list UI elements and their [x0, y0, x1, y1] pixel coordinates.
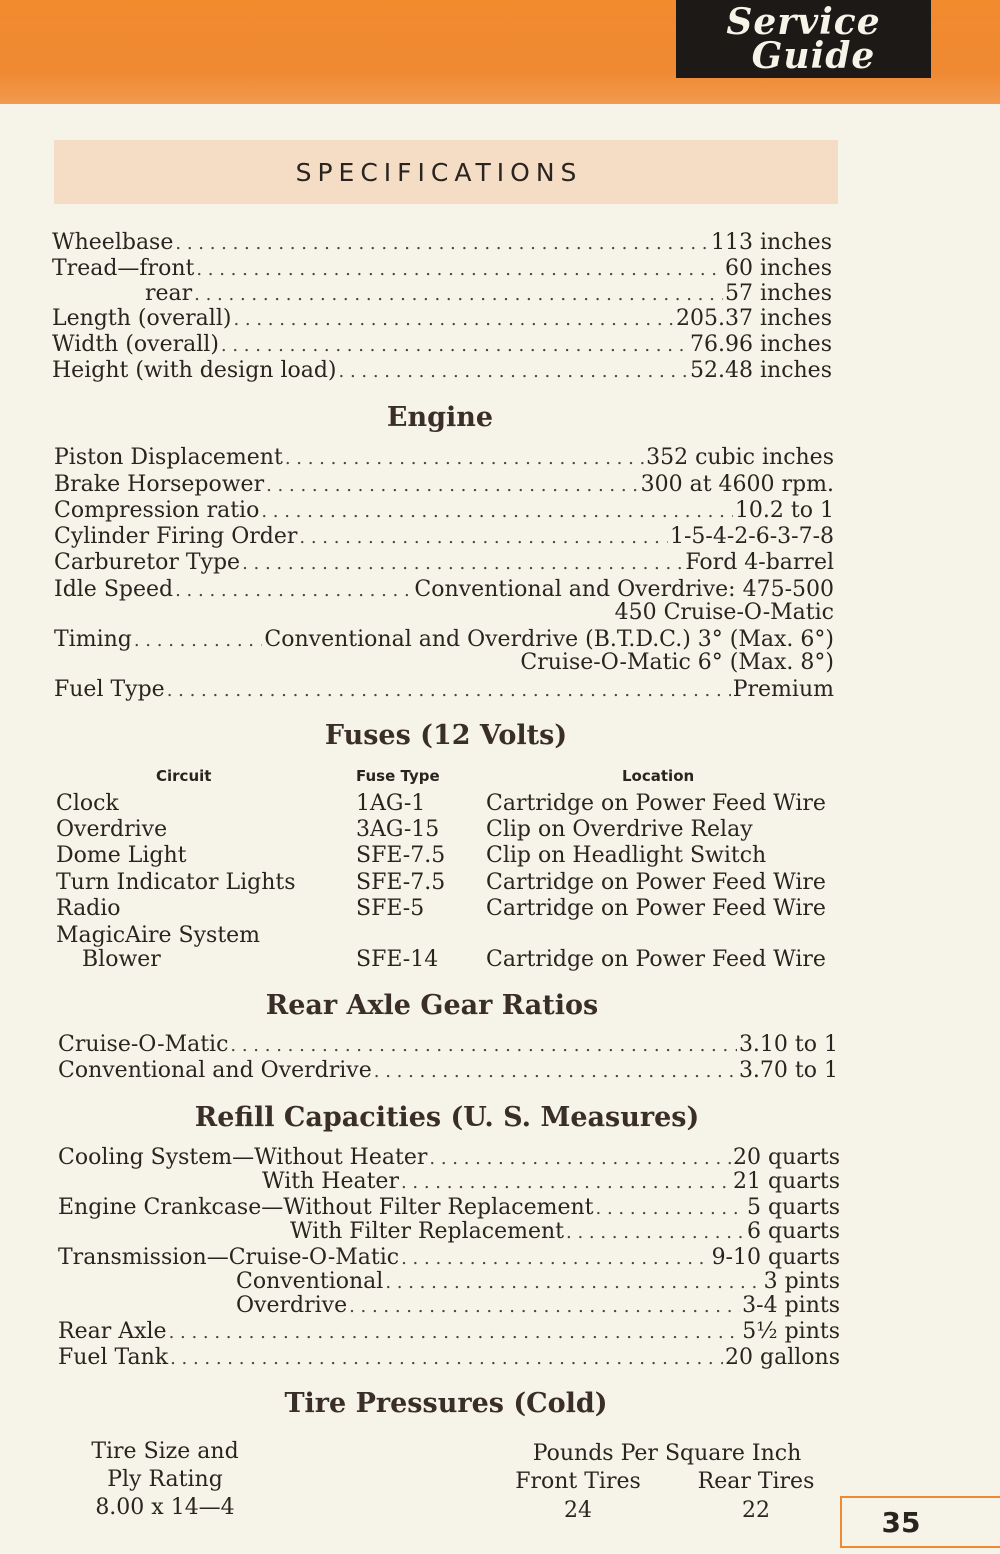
engine-label: Brake Horsepower	[54, 472, 265, 497]
engine-value: 1-5-4-2-6-3-7-8	[669, 524, 834, 549]
section-title: SPECIFICATIONS	[295, 157, 583, 187]
spec-value: 205.37 inches	[676, 306, 832, 331]
spec-value: 52.48 inches	[690, 358, 832, 383]
spec-label: Wheelbase	[52, 230, 174, 255]
refill-value: 3-4 pints	[742, 1293, 840, 1318]
spec-label: Height (with design load)	[52, 358, 337, 383]
refill-value: 9-10 quarts	[711, 1245, 840, 1270]
tire-size-header-2: Ply Rating	[107, 1467, 223, 1492]
refill-heading: Refill Capacities (U. S. Measures)	[194, 1102, 700, 1133]
engine-row-carburetor	[54, 550, 834, 576]
fuse-location: Clip on Headlight Switch	[486, 843, 767, 868]
tires-heading: Tire Pressures (Cold)	[284, 1388, 608, 1419]
engine-value: 10.2 to 1	[734, 498, 834, 523]
engine-heading: Engine	[386, 402, 494, 433]
spec-label: Tread—front	[52, 256, 195, 281]
section-title-bar	[54, 140, 838, 204]
fuses-col-circuit: Circuit	[156, 767, 212, 785]
spec-row-wheelbase	[52, 230, 832, 256]
refill-label: Fuel Tank	[58, 1345, 169, 1370]
fuse-type: SFE-5	[356, 896, 425, 921]
fuse-type: 1AG-1	[356, 791, 426, 816]
spec-label: Width (overall)	[52, 332, 219, 357]
refill-value: 3 pints	[763, 1269, 840, 1294]
axle-label: Conventional and Overdrive	[58, 1058, 372, 1083]
fuse-circuit: Blower	[82, 947, 161, 972]
fuse-circuit: Dome Light	[56, 843, 187, 868]
fuses-col-location: Location	[622, 767, 695, 785]
rear-axle-heading: Rear Axle Gear Ratios	[265, 990, 599, 1021]
axle-label: Cruise-O-Matic	[58, 1032, 229, 1057]
service-guide-badge	[676, 0, 931, 78]
refill-row-fuel-tank	[58, 1345, 840, 1371]
fuse-location: Cartridge on Power Feed Wire	[486, 896, 826, 921]
fuse-circuit: Clock	[56, 791, 119, 816]
engine-row-compression	[54, 498, 834, 524]
spec-row-width	[52, 332, 832, 358]
engine-row-fuel-type	[54, 677, 834, 703]
fuses-heading: Fuses (12 Volts)	[324, 720, 568, 751]
tire-front-header: Front Tires	[515, 1469, 641, 1494]
fuse-type: SFE-7.5	[356, 843, 446, 868]
engine-value: Ford 4-barrel	[685, 550, 834, 575]
refill-row-cooling-with	[262, 1169, 840, 1195]
refill-label: Conventional	[236, 1269, 384, 1294]
refill-row-transmission-conventional	[236, 1269, 840, 1295]
tire-rear-value: 22	[742, 1498, 770, 1523]
engine-label: Timing	[54, 627, 132, 652]
page-number-box	[840, 1496, 1000, 1548]
fuse-location: Cartridge on Power Feed Wire	[486, 791, 826, 816]
fuses-col-fuse-type: Fuse Type	[356, 767, 440, 785]
spec-row-height	[52, 358, 832, 384]
fuse-location: Cartridge on Power Feed Wire	[486, 947, 826, 972]
rear-axle-row-conventional	[58, 1058, 838, 1084]
refill-value: 21 quarts	[732, 1169, 840, 1194]
engine-value: 352 cubic inches	[646, 445, 834, 470]
badge-line-2: Guide	[751, 35, 876, 77]
engine-value: Premium	[732, 677, 834, 702]
refill-label: Rear Axle	[58, 1319, 167, 1344]
refill-value: 6 quarts	[746, 1219, 840, 1244]
refill-row-crankcase-with	[290, 1219, 840, 1245]
refill-label: Overdrive	[236, 1293, 348, 1318]
spec-row-length	[52, 306, 832, 332]
engine-row-horsepower	[54, 472, 834, 498]
tire-psi-header: Pounds Per Square Inch	[532, 1441, 802, 1466]
spec-label: Length (overall)	[52, 306, 232, 331]
refill-value: 20 gallons	[725, 1345, 840, 1370]
engine-value: 300 at 4600 rpm.	[640, 472, 834, 497]
page-number: 35	[881, 1505, 921, 1539]
engine-value: Conventional and Overdrive (B.T.D.C.) 3° (Max. 6°)	[264, 627, 834, 652]
engine-value: Conventional and Overdrive: 475-500	[414, 577, 834, 602]
fuse-type: 3AG-15	[356, 817, 440, 842]
spec-row-tread-rear	[145, 281, 832, 307]
idle-speed-line-2: 450 Cruise-O-Matic	[614, 600, 834, 625]
refill-row-crankcase-without	[58, 1195, 840, 1221]
tire-size-value: 8.00 x 14—4	[95, 1495, 235, 1520]
spec-label: rear	[145, 281, 193, 306]
refill-label: With Heater	[262, 1169, 399, 1194]
engine-label: Piston Displacement	[54, 445, 283, 470]
engine-label: Cylinder Firing Order	[54, 524, 298, 549]
fuse-circuit: Radio	[56, 896, 121, 921]
engine-row-firing-order	[54, 524, 834, 550]
refill-row-rear-axle	[58, 1319, 840, 1345]
engine-row-displacement	[54, 445, 834, 471]
refill-value: 5½ pints	[742, 1319, 840, 1344]
refill-row-transmission-overdrive	[236, 1293, 840, 1319]
refill-row-transmission-cruise	[58, 1245, 840, 1271]
spec-value: 76.96 inches	[690, 332, 832, 357]
fuse-circuit: Overdrive	[56, 817, 168, 842]
refill-label: Cooling System—Without Heater	[58, 1145, 428, 1170]
engine-label: Compression ratio	[54, 498, 260, 523]
axle-value: 3.10 to 1	[738, 1032, 838, 1057]
refill-label: With Filter Replacement	[290, 1219, 565, 1244]
fuse-circuit: Turn Indicator Lights	[56, 870, 296, 895]
fuse-type: SFE-7.5	[356, 870, 446, 895]
refill-row-cooling-without	[58, 1145, 840, 1171]
axle-value: 3.70 to 1	[738, 1058, 838, 1083]
refill-value: 5 quarts	[746, 1195, 840, 1220]
spec-value: 113 inches	[711, 230, 832, 255]
timing-line-2: Cruise-O-Matic 6° (Max. 8°)	[520, 650, 834, 675]
fuse-type: SFE-14	[356, 947, 439, 972]
fuse-location: Clip on Overdrive Relay	[486, 817, 753, 842]
fuse-circuit: MagicAire System	[56, 923, 261, 948]
spec-value: 60 inches	[725, 256, 832, 281]
tire-size-header-1: Tire Size and	[91, 1439, 239, 1464]
tire-rear-header: Rear Tires	[697, 1469, 815, 1494]
refill-label: Engine Crankcase—Without Filter Replacement	[58, 1195, 594, 1220]
engine-label: Carburetor Type	[54, 550, 241, 575]
rear-axle-row-cruise	[58, 1032, 838, 1058]
tire-front-value: 24	[564, 1498, 592, 1523]
spec-value: 57 inches	[725, 281, 832, 306]
badge-line-1: Service	[726, 1, 881, 43]
refill-value: 20 quarts	[732, 1145, 840, 1170]
refill-label: Transmission—Cruise-O-Matic	[58, 1245, 400, 1270]
engine-label: Idle Speed	[54, 577, 174, 602]
fuse-location: Cartridge on Power Feed Wire	[486, 870, 826, 895]
spec-row-tread-front	[52, 256, 832, 282]
engine-label: Fuel Type	[54, 677, 165, 702]
